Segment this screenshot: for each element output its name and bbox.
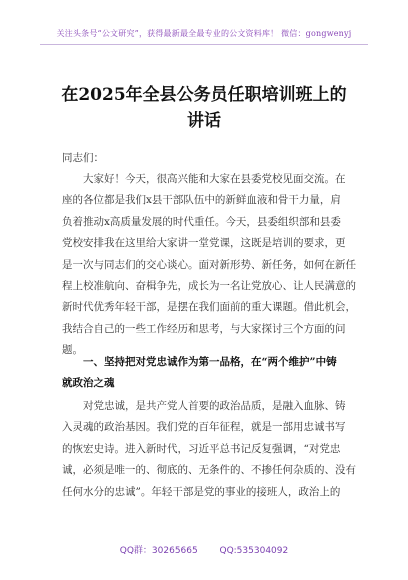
- text-line: 新时代优秀年轻干部，是摆在我们面前的重大课题。借此机会，: [62, 301, 356, 314]
- footer: [0, 543, 408, 556]
- heading-line: 就政治之魂: [62, 377, 115, 390]
- text-line: 题。: [62, 344, 83, 357]
- text-line: 程上校准航向、奋楫争先，成长为一名让党放心、让人民满意的: [62, 280, 356, 293]
- section-heading-1: [62, 352, 352, 395]
- text-line: 党校安排我在这里给大家讲一堂党课，这既是培训的要求，更: [62, 237, 346, 250]
- text-line: 诚，必须是唯一的、彻底的、无条件的、不掺任何杂质的、没有: [62, 464, 356, 477]
- header-banner: 关注头条号“公文研究”，获得最新最全最专业的公文资料库！ 微信：gongwenyj: [56, 29, 352, 38]
- footer-qq: QQ:535304092: [219, 546, 289, 556]
- footer-qq-group: QQ群：30265665: [119, 546, 198, 556]
- title-line-1: 在2025年全县公务员任职培训班上的: [61, 85, 347, 105]
- text-line: 大家好！今天，很高兴能和大家在县委党校见面交流。在: [83, 173, 346, 185]
- text-line: 是一次与同志们的交心谈心。面对新形势、新任务，如何在新任: [62, 258, 356, 271]
- paragraph-1: [62, 169, 356, 362]
- document-title: [48, 82, 360, 134]
- paragraph-3: [62, 396, 356, 503]
- text-line: 入灵魂的政治基因。我们党的百年征程，就是一部用忠诚书写: [62, 421, 346, 434]
- title-line-2: 讲话: [187, 111, 221, 131]
- text-line: 对党忠诚，是共产党人首要的政治品质，是融入血脉、铸: [83, 400, 346, 412]
- salutation: 同志们：: [62, 152, 104, 164]
- text-line: 的恢宏史诗。进入新时代，习近平总书记反复强调，“对党忠: [62, 442, 341, 455]
- text-line: 负着推动x高质量发展的时代重任。今天，县委组织部和县委: [62, 215, 341, 228]
- text-line: 任何水分的忠诚”。年轻干部是党的事业的接班人，政治上的: [62, 485, 341, 498]
- text-line: 座的各位都是我们x县干部队伍中的新鲜血液和骨干力量，肩: [62, 194, 341, 207]
- header-divider: [40, 44, 368, 45]
- heading-line: 一、坚持把对党忠诚作为第一品格，在“两个维护”中铸: [83, 356, 337, 368]
- text-line: 我结合自己的一些工作经历和思考，与大家探讨三个方面的问: [62, 322, 346, 335]
